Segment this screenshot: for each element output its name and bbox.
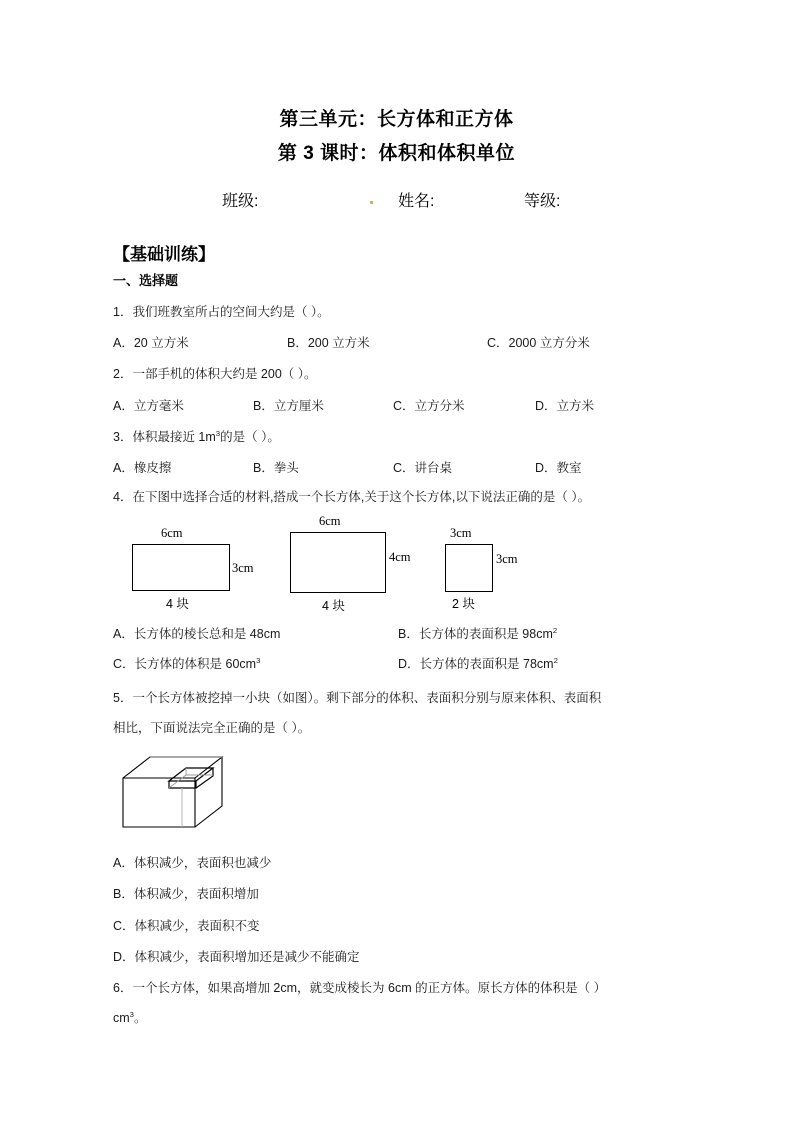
question-4-option-a[interactable] bbox=[113, 624, 280, 642]
question-4-option-b[interactable] bbox=[398, 624, 557, 642]
name-label: 姓名: bbox=[398, 193, 435, 210]
question-4-option-c-text: C．长方体的体积是 60cm bbox=[113, 657, 257, 671]
question-6-stem-line-2 bbox=[113, 1008, 147, 1026]
question-4-stem: 4．在下图中选择合适的材料,搭成一个长方体,关于这个长方体,以下说法正确的是（ ）。 bbox=[113, 490, 591, 504]
figure-rect-2 bbox=[290, 532, 386, 593]
question-5-option-c[interactable]: C．体积减少，表面积不变 bbox=[113, 919, 260, 933]
question-4-option-c-exponent: 3 bbox=[256, 655, 261, 665]
question-5-figure bbox=[112, 748, 242, 840]
page-title-lesson: 第 3 课时：体积和体积单位 bbox=[277, 143, 516, 164]
question-6-period: 。 bbox=[133, 1011, 147, 1025]
question-4-option-c[interactable] bbox=[113, 654, 260, 672]
question-6-unit-exponent: 3 bbox=[129, 1009, 134, 1019]
figure-rect-3-count-label: 2 块 bbox=[452, 597, 475, 611]
figure-rect-3 bbox=[445, 544, 493, 592]
question-3-option-a[interactable]: A．橡皮擦 bbox=[113, 461, 172, 475]
grade-label: 等级: bbox=[524, 193, 561, 210]
stray-dot-mark bbox=[370, 201, 373, 204]
question-5-option-b[interactable]: B．体积减少，表面积增加 bbox=[113, 887, 259, 901]
question-3-stem-exponent: 3 bbox=[215, 428, 221, 438]
question-3-stem-prefix: 3．体积最接近 1m bbox=[113, 430, 216, 444]
question-2-option-b[interactable]: B．立方厘米 bbox=[253, 399, 324, 413]
figure-rect-1 bbox=[132, 544, 230, 591]
question-5-stem-line-1: 5．一个长方体被挖掉一小块（如图）。剩下部分的体积、表面积分别与原来体积、表面积 bbox=[113, 691, 602, 705]
figure-rect-3-height-label: 3cm bbox=[496, 552, 518, 566]
question-2-option-c[interactable]: C．立方分米 bbox=[393, 399, 465, 413]
class-label: 班级: bbox=[222, 193, 259, 210]
figure-rect-2-width-label: 6cm bbox=[319, 514, 341, 528]
question-1-option-c[interactable]: C．2000 立方分米 bbox=[487, 336, 590, 350]
question-5-option-a[interactable]: A．体积减少，表面积也减少 bbox=[113, 856, 272, 870]
question-4-option-d[interactable] bbox=[398, 654, 558, 672]
cuboid-with-notch-icon bbox=[112, 748, 242, 840]
question-3-option-d[interactable]: D．教室 bbox=[535, 461, 582, 475]
question-4-option-b-exponent: 2 bbox=[552, 625, 558, 635]
question-4-option-b-text: B．长方体的表面积是 98cm bbox=[398, 627, 553, 641]
question-1-stem: 1．我们班教室所占的空间大约是（ ）。 bbox=[113, 305, 330, 319]
figure-rect-3-width-label: 3cm bbox=[450, 526, 472, 540]
figure-rect-1-height-label: 3cm bbox=[232, 561, 254, 575]
subsection-heading-multiple-choice: 一、选择题 bbox=[113, 273, 179, 288]
question-3-option-b[interactable]: B．拳头 bbox=[253, 461, 299, 475]
figure-rect-1-count-label: 4 块 bbox=[166, 597, 189, 611]
question-3-option-c[interactable]: C．讲台桌 bbox=[393, 461, 453, 475]
question-4-option-a-text: A．长方体的棱长总和是 48cm bbox=[113, 627, 281, 641]
section-heading-basic-training: 【基础训练】 bbox=[113, 245, 215, 264]
question-5-option-d[interactable]: D．体积减少，表面积增加还是减少不能确定 bbox=[113, 950, 360, 964]
question-6-unit: cm bbox=[113, 1011, 130, 1025]
question-3-stem-suffix: 的是（ ）。 bbox=[220, 430, 280, 444]
question-1-option-b[interactable]: B．200 立方米 bbox=[287, 336, 370, 350]
figure-rect-2-count-label: 4 块 bbox=[322, 599, 345, 613]
question-4-option-d-text: D．长方体的表面积是 78cm bbox=[398, 657, 554, 671]
page-title-unit: 第三单元：长方体和正方体 bbox=[279, 109, 514, 130]
student-info-row bbox=[0, 188, 793, 212]
question-5-stem-line-2: 相比，下面说法完全正确的是（ ）。 bbox=[113, 721, 311, 735]
question-6-stem-line-1: 6．一个长方体，如果高增加 2cm，就变成棱长为 6cm 的正方体。原长方体的体积是（ ） bbox=[113, 981, 607, 995]
question-2-stem: 2．一部手机的体积大约是 200（ ）。 bbox=[113, 367, 317, 381]
question-2-option-d[interactable]: D．立方米 bbox=[535, 399, 595, 413]
figure-rect-2-height-label: 4cm bbox=[389, 550, 411, 564]
figure-rect-1-width-label: 6cm bbox=[161, 526, 183, 540]
question-2-option-a[interactable]: A．立方毫米 bbox=[113, 399, 184, 413]
question-1-option-a[interactable]: A．20 立方米 bbox=[113, 336, 189, 350]
question-3-stem bbox=[113, 427, 280, 445]
question-4-option-d-exponent: 2 bbox=[553, 655, 558, 665]
